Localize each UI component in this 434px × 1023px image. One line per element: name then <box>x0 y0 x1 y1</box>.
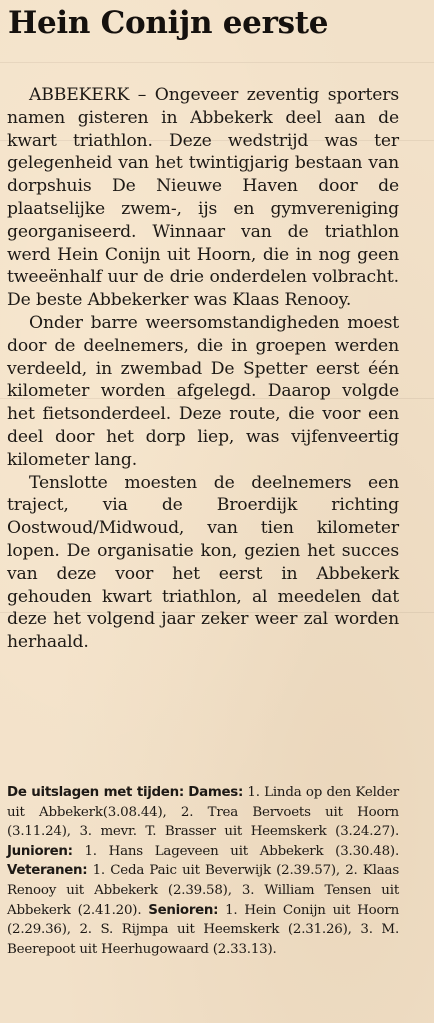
results-intro-label: De uitslagen met tijden: <box>7 785 184 800</box>
show-through-line <box>0 62 434 63</box>
results-block <box>7 783 399 959</box>
article-body <box>7 84 399 654</box>
veteranen-label: Veteranen: <box>7 863 88 879</box>
junioren-results: 1. Hans Lageveen uit Abbekerk (3.30.48). <box>72 843 399 859</box>
senioren-label: Senioren: <box>148 902 219 918</box>
article-paragraph-3: Tenslotte moesten de deelnemers een traject, via de Broerdijk richting Oostwoud/Midwoud, van tien kilometer lopen. De organisatie kon, gezien het succes van deze voor het eerst in Abbekerk gehouden kwart triathlon, al meedelen dat deze het volgend jaar zeker weer zal worden herhaald. <box>7 472 399 653</box>
article-paragraph-1: ABBEKERK – Ongeveer zeventig sporters namen gisteren in Abbekerk deel aan de kwart triathlon. Deze wedstrijd was ter gelegenheid van het twintigjarig bestaan van dorpshuis De Nieuwe Haven door de plaatselijke zwem-, ijs en gymvereniging georganiseerd. Winnaar van de triathlon werd Hein Conijn uit Hoorn, die in nog geen tweeënhalf uur de drie onderdelen volbracht. De beste Abbekerker was Klaas Renooy. <box>7 85 399 311</box>
article-paragraph-2: Onder barre weersomstandigheden moest door de deelnemers, die in groepen werden verdeeld, in zwembad De Spetter eerst één kilometer worden afgelegd. Daarop volgde het fietsonderdeel. Deze route, die voor een deel door het dorp liep, was vijfenveertig kilometer lang. <box>7 312 399 470</box>
article-headline: Hein Conijn eerste <box>8 5 329 41</box>
veteranen-results: 1. Ceda Paic uit Beverwijk (2.39.57), 2. Klaas Renooy uit Abbekerk (2.39.58), 3. William Tensen uit Abbekerk (2.41.20). <box>7 863 399 918</box>
senioren-results: 1. Hein Conijn uit Hoorn (2.29.36), 2. S. Rijmpa uit Heemskerk (2.31.26), 3. M. Beerepoot uit Heerhugowaard (2.33.13). <box>7 902 399 957</box>
junioren-label: Junioren: <box>7 843 73 859</box>
dames-label: Dames: <box>188 785 243 800</box>
dames-results: 1. Linda op den Kelder uit Abbekerk(3.08.44), 2. Trea Bervoets uit Hoorn (3.11.24), 3. mevr. T. Brasser uit Heemskerk (3.24.27). <box>7 785 399 840</box>
